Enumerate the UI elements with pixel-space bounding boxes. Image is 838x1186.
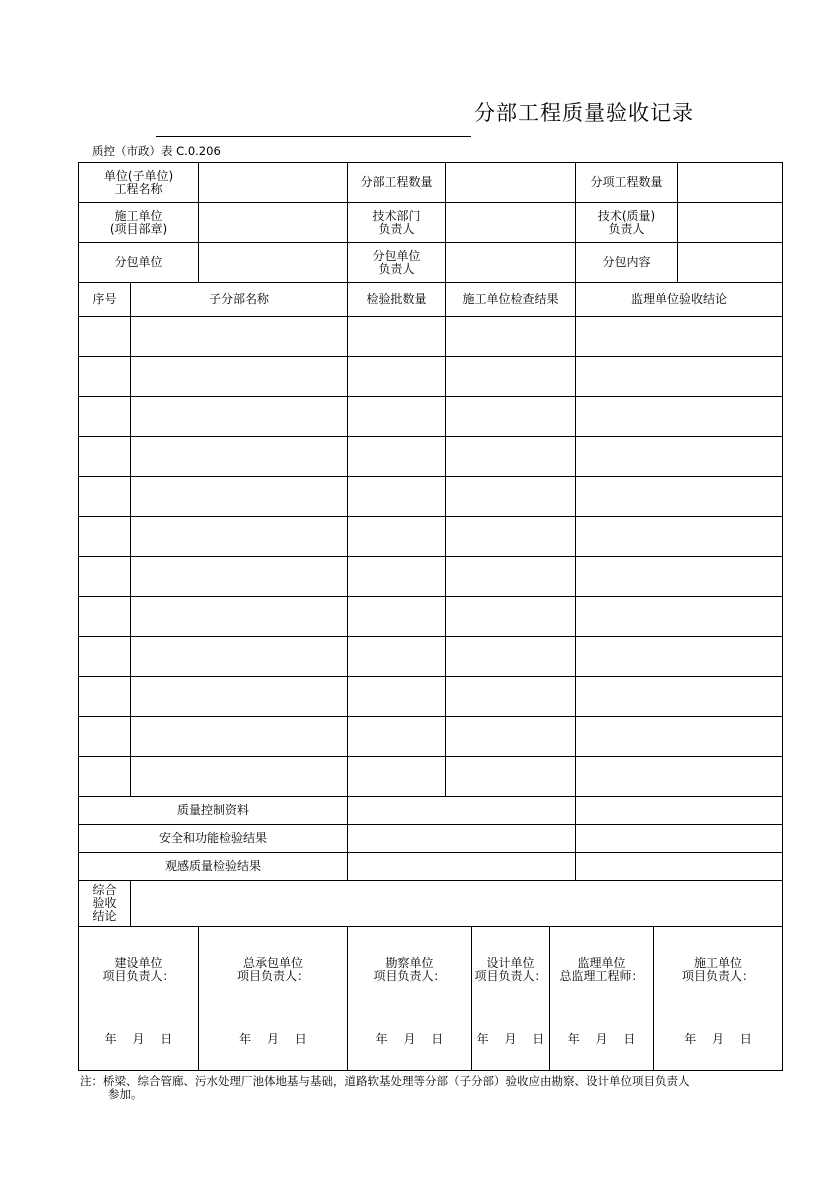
row-seq-cell[interactable] — [79, 397, 131, 437]
row-sub-name-cell[interactable] — [131, 317, 348, 357]
header-row-project — [79, 163, 783, 203]
item-project-count-value[interactable] — [678, 163, 783, 203]
row-construction-result-cell[interactable] — [446, 757, 576, 797]
acceptance-record-table — [78, 162, 783, 1071]
signature-construction[interactable] — [654, 927, 783, 1071]
construction-unit-label-line2: (项目部章) — [109, 221, 168, 236]
row-construction-result-cell[interactable] — [446, 437, 576, 477]
col-header-construction-result: 施工单位检查结果 — [446, 283, 576, 317]
row-construction-result-cell[interactable] — [446, 397, 576, 437]
row-seq-cell[interactable] — [79, 597, 131, 637]
row-batch-count-cell[interactable] — [348, 397, 446, 437]
appearance-quality-label: 观感质量检验结果 — [79, 853, 348, 881]
form-code: 质控（市政）表 C.0.206 — [92, 144, 221, 158]
subcontract-unit-value[interactable] — [199, 243, 348, 283]
col-header-sub-name: 子分部名称 — [131, 283, 348, 317]
construction-unit-value[interactable] — [199, 203, 348, 243]
safety-function-row — [79, 825, 783, 853]
row-sub-name-cell[interactable] — [131, 637, 348, 677]
overall-conclusion-label-line2: 验收 — [92, 896, 117, 910]
row-batch-count-cell[interactable] — [348, 477, 446, 517]
row-batch-count-cell[interactable] — [348, 637, 446, 677]
row-construction-result-cell[interactable] — [446, 357, 576, 397]
table-row — [79, 557, 783, 597]
row-seq-cell[interactable] — [79, 677, 131, 717]
row-sub-name-cell[interactable] — [131, 397, 348, 437]
header-row-subcontract — [79, 243, 783, 283]
subcontract-resp-label-line1: 分包单位 — [372, 248, 421, 263]
table-row — [79, 717, 783, 757]
tech-dept-label-line2: 负责人 — [378, 221, 415, 236]
subcontract-content-label: 分包内容 — [576, 243, 678, 283]
quality-control-result[interactable] — [348, 797, 576, 825]
row-supervision-conclusion-cell[interactable] — [576, 517, 783, 557]
sig-supervision-role: 总监理工程师： — [559, 969, 644, 983]
signature-construction-owner[interactable] — [79, 927, 199, 1071]
row-batch-count-cell[interactable] — [348, 717, 446, 757]
row-batch-count-cell[interactable] — [348, 517, 446, 557]
overall-conclusion-row — [79, 881, 783, 927]
row-sub-name-cell[interactable] — [131, 477, 348, 517]
sig-construction-unit: 施工单位 — [694, 956, 743, 970]
header-row-construction — [79, 203, 783, 243]
table-row — [79, 757, 783, 797]
sig-gc-unit: 总承包单位 — [242, 956, 303, 970]
safety-function-result[interactable] — [348, 825, 576, 853]
row-batch-count-cell[interactable] — [348, 597, 446, 637]
subcontract-resp-value[interactable] — [446, 243, 576, 283]
tech-dept-label-line1: 技术部门 — [372, 208, 421, 223]
sig-survey-role: 项目负责人： — [373, 969, 446, 983]
subcontract-resp-label — [348, 243, 446, 283]
col-header-seq: 序号 — [79, 283, 131, 317]
row-construction-result-cell[interactable] — [446, 317, 576, 357]
row-seq-cell[interactable] — [79, 517, 131, 557]
safety-function-label: 安全和功能检验结果 — [79, 825, 348, 853]
item-project-count-label: 分项工程数量 — [576, 163, 678, 203]
row-supervision-conclusion-cell[interactable] — [576, 397, 783, 437]
row-sub-name-cell[interactable] — [131, 437, 348, 477]
sub-project-count-label: 分部工程数量 — [348, 163, 446, 203]
sub-project-count-value[interactable] — [446, 163, 576, 203]
row-supervision-conclusion-cell[interactable] — [576, 677, 783, 717]
overall-conclusion-label-line3: 结论 — [92, 909, 117, 923]
row-supervision-conclusion-cell[interactable] — [576, 557, 783, 597]
table-row — [79, 477, 783, 517]
row-construction-result-cell[interactable] — [446, 637, 576, 677]
row-sub-name-cell[interactable] — [131, 357, 348, 397]
safety-function-conclusion[interactable] — [576, 825, 783, 853]
row-sub-name-cell[interactable] — [131, 677, 348, 717]
row-seq-cell[interactable] — [79, 637, 131, 677]
sig-construction-date: 年 月 日 — [684, 1032, 752, 1046]
sig-gc-role: 项目负责人： — [236, 969, 309, 983]
table-row — [79, 637, 783, 677]
table-row — [79, 397, 783, 437]
row-batch-count-cell[interactable] — [348, 677, 446, 717]
quality-control-label: 质量控制资料 — [79, 797, 348, 825]
sig-supervision-unit: 监理单位 — [577, 956, 626, 970]
row-batch-count-cell[interactable] — [348, 557, 446, 597]
unit-name-label — [79, 163, 199, 203]
row-sub-name-cell[interactable] — [131, 597, 348, 637]
row-construction-result-cell[interactable] — [446, 717, 576, 757]
quality-control-conclusion[interactable] — [576, 797, 783, 825]
row-construction-result-cell[interactable] — [446, 557, 576, 597]
table-row — [79, 317, 783, 357]
row-supervision-conclusion-cell[interactable] — [576, 717, 783, 757]
quality-control-row — [79, 797, 783, 825]
row-construction-result-cell[interactable] — [446, 517, 576, 557]
signature-row — [79, 927, 783, 1071]
sig-gc-date: 年 月 日 — [239, 1032, 307, 1046]
sig-design-unit: 设计单位 — [486, 956, 535, 970]
row-seq-cell[interactable] — [79, 437, 131, 477]
footnote-line2: 参加。 — [108, 1087, 143, 1101]
tech-quality-label — [576, 203, 678, 243]
row-supervision-conclusion-cell[interactable] — [576, 477, 783, 517]
row-batch-count-cell[interactable] — [348, 437, 446, 477]
table-row — [79, 517, 783, 557]
signature-design[interactable] — [472, 927, 550, 1071]
row-batch-count-cell[interactable] — [348, 357, 446, 397]
overall-conclusion-value[interactable] — [131, 881, 783, 927]
tech-quality-label-line2: 负责人 — [608, 221, 645, 236]
table-row — [79, 437, 783, 477]
row-sub-name-cell[interactable] — [131, 517, 348, 557]
row-batch-count-cell[interactable] — [348, 757, 446, 797]
row-seq-cell[interactable] — [79, 477, 131, 517]
sig-survey-unit: 勘察单位 — [385, 956, 434, 970]
construction-unit-label — [79, 203, 199, 243]
row-sub-name-cell[interactable] — [131, 717, 348, 757]
sig-supervision-date: 年 月 日 — [567, 1032, 636, 1046]
row-supervision-conclusion-cell[interactable] — [576, 637, 783, 677]
sig-survey-date: 年 月 日 — [375, 1032, 444, 1046]
footnote — [80, 1075, 780, 1101]
sig-design-date: 年 月 日 — [476, 1032, 545, 1046]
table-row — [79, 597, 783, 637]
tech-dept-label — [348, 203, 446, 243]
signature-general-contractor[interactable] — [199, 927, 348, 1071]
row-supervision-conclusion-cell[interactable] — [576, 357, 783, 397]
signature-supervision[interactable] — [550, 927, 654, 1071]
sig-owner-unit: 建设单位 — [114, 956, 163, 970]
sig-owner-date: 年 月 日 — [104, 1032, 173, 1046]
signature-survey[interactable] — [348, 927, 472, 1071]
row-seq-cell[interactable] — [79, 717, 131, 757]
table-row — [79, 357, 783, 397]
overall-conclusion-label-line1: 综合 — [92, 883, 117, 897]
tech-quality-label-line1: 技术(质量) — [597, 208, 656, 223]
appearance-quality-conclusion[interactable] — [576, 853, 783, 881]
appearance-quality-row — [79, 853, 783, 881]
sig-design-role: 项目负责人： — [474, 969, 547, 983]
appearance-quality-result[interactable] — [348, 853, 576, 881]
footnote-line1: 注：桥梁、综合管廊、污水处理厂池体地基与基础，道路软基处理等分部（子分部）验收应由勘察、设计单位项目负责人 — [80, 1074, 690, 1088]
data-rows — [79, 317, 783, 797]
row-seq-cell[interactable] — [79, 357, 131, 397]
row-seq-cell[interactable] — [79, 757, 131, 797]
tech-dept-value[interactable] — [446, 203, 576, 243]
row-sub-name-cell[interactable] — [131, 557, 348, 597]
sig-owner-role: 项目负责人： — [102, 969, 175, 983]
row-sub-name-cell[interactable] — [131, 757, 348, 797]
row-supervision-conclusion-cell[interactable] — [576, 437, 783, 477]
row-construction-result-cell[interactable] — [446, 477, 576, 517]
column-header-row — [79, 283, 783, 317]
row-construction-result-cell[interactable] — [446, 677, 576, 717]
col-header-supervision-conclusion: 监理单位验收结论 — [576, 283, 783, 317]
construction-unit-label-line1: 施工单位 — [114, 208, 163, 223]
subcontract-content-value[interactable] — [678, 243, 783, 283]
row-seq-cell[interactable] — [79, 557, 131, 597]
row-seq-cell[interactable] — [79, 317, 131, 357]
subcontract-resp-label-line2: 负责人 — [378, 261, 415, 276]
row-construction-result-cell[interactable] — [446, 597, 576, 637]
subcontract-unit-label: 分包单位 — [79, 243, 199, 283]
tech-quality-value[interactable] — [678, 203, 783, 243]
form-title: 分部工程质量验收记录 — [474, 101, 694, 125]
sig-construction-role: 项目负责人： — [682, 969, 755, 983]
col-header-batch-count: 检验批数量 — [348, 283, 446, 317]
project-name-underline — [156, 136, 471, 137]
table-row — [79, 677, 783, 717]
row-supervision-conclusion-cell[interactable] — [576, 317, 783, 357]
unit-name-label-line1: 单位(子单位) — [103, 168, 174, 183]
row-supervision-conclusion-cell[interactable] — [576, 597, 783, 637]
row-supervision-conclusion-cell[interactable] — [576, 757, 783, 797]
overall-conclusion-label — [79, 881, 131, 927]
unit-name-label-line2: 工程名称 — [114, 181, 163, 196]
unit-name-value[interactable] — [199, 163, 348, 203]
row-batch-count-cell[interactable] — [348, 317, 446, 357]
